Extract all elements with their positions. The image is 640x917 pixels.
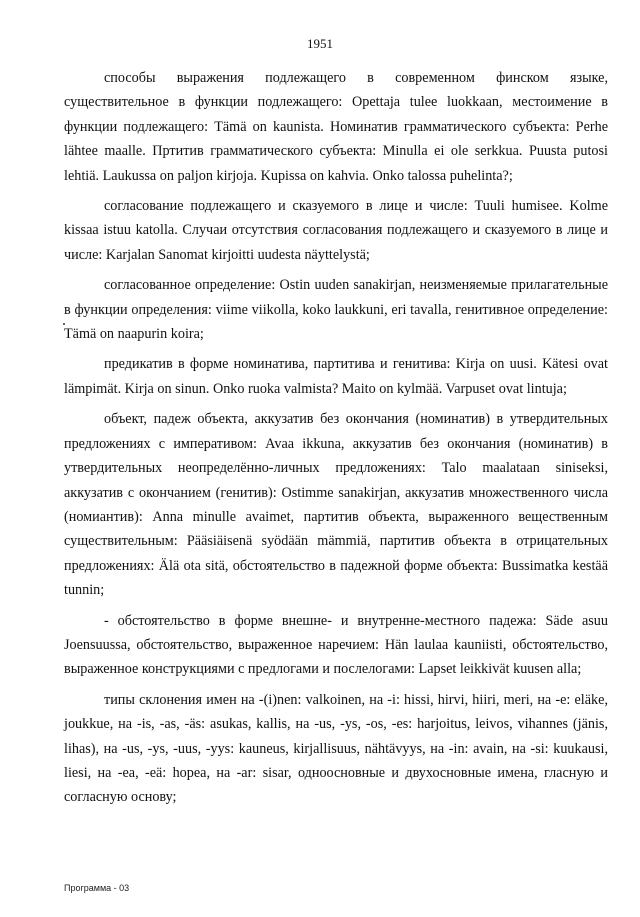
paragraph-attribute (64, 273, 608, 346)
paragraph-text: согласование подлежащего и сказуемого в лице и числе: Tuuli humisee. Kolme kissaa istuu katolla. Случаи отсутствия согласования подлежащего и сказуемого в лице и числе: Karjalan Sanomat kirjoitti uudesta näyttelystä; (64, 198, 608, 263)
paragraph-adverbial (64, 609, 608, 682)
paragraph-agreement (64, 194, 608, 267)
paragraph-text: способы выражения подлежащего в современном финском языке, существительное в функции подлежащего: Opettaja tulee luokkaan, местоимение в функции подлежащего: Tämä on kaunista. Номинатив грамматического субъекта: Perhe lähtee maalle. Пртитив грамматического субъекта: Minulla ei ole serkkua. Puusta putosi lehtiä. Laukussa on paljon kirjoja. Kupissa on kahvia. Onko talossa puhelinta?; (64, 70, 608, 184)
scan-speck (63, 323, 65, 325)
paragraph-text: согласованное определение: Ostin uuden sanakirjan, неизменяемые прилагательные в функции определения: viime viikolla, koko laukkuni, eri tavalla, генитивное определение: Tämä on naapurin koira; (64, 277, 608, 343)
page-number: 1951 (307, 36, 333, 51)
paragraph-declension (64, 688, 608, 810)
document-body (64, 66, 608, 810)
paragraph-text: типы склонения имен на -(i)nen: valkoinen, на -i: hissi, hirvi, hiiri, meri, на -e: eläke, joukkue, на -is, -as, -äs: asukas, kallis, на -us, -ys, -os, -es: harjoitus, leivos, vihannes (jänis, lihas), на -us, -ys, -uus, -yys: kauneus, kirjallisuus, nähtävyys, на -in: avain, на -si: kuukausi, liesi, на -ea, -eä: hopea, на -ar: sisar, одноосновные и двухосновные имена, гласную и согласную основу; (64, 691, 608, 806)
paragraph-object (64, 407, 608, 602)
paragraph-subject-expression (64, 66, 608, 188)
paragraph-text: предикатив в форме номинатива, партитива и генитива: Kirja on uusi. Kätesi ovat lämpimät. Kirja on sinun. Onko ruoka valmista? Maito on kylmää. Varpuset ovat lintuja; (64, 356, 608, 397)
paragraph-text: объект, падеж объекта, аккузатив без окончания (номинатив) в утвердительных предложениях с императивом: Avaa ikkuna, аккузатив без окончания (номинатив) в утвердительных неопределённо-личных предложениях: Talo maalataan siniseksi, аккузатив с окончанием (генитив): Ostimme sanakirjan, аккузатив множественного числа (номиантив): Anna minulle avaimet, партитив объекта, выраженного вещественным существительным: Pääsiäisenä syödään mämmiä, партитив объекта в отрицательных предложениях: Älä ota sitä, обстоятельство в падежной форме объекта: Bussimatka kestää tunnin; (64, 411, 608, 599)
paragraph-text: - обстоятельство в форме внешне- и внутренне-местного падежа: Säde asuu Joensuussa, обстоятельство, выраженное наречием: Hän laulaa kauniisti, обстоятельство, выраженное конструкциями с предлогами и послелогами: Lapset leikkivät kuusen alla; (64, 612, 608, 678)
footer-label: Программа - 03 (64, 883, 130, 893)
paragraph-predicative (64, 352, 608, 401)
